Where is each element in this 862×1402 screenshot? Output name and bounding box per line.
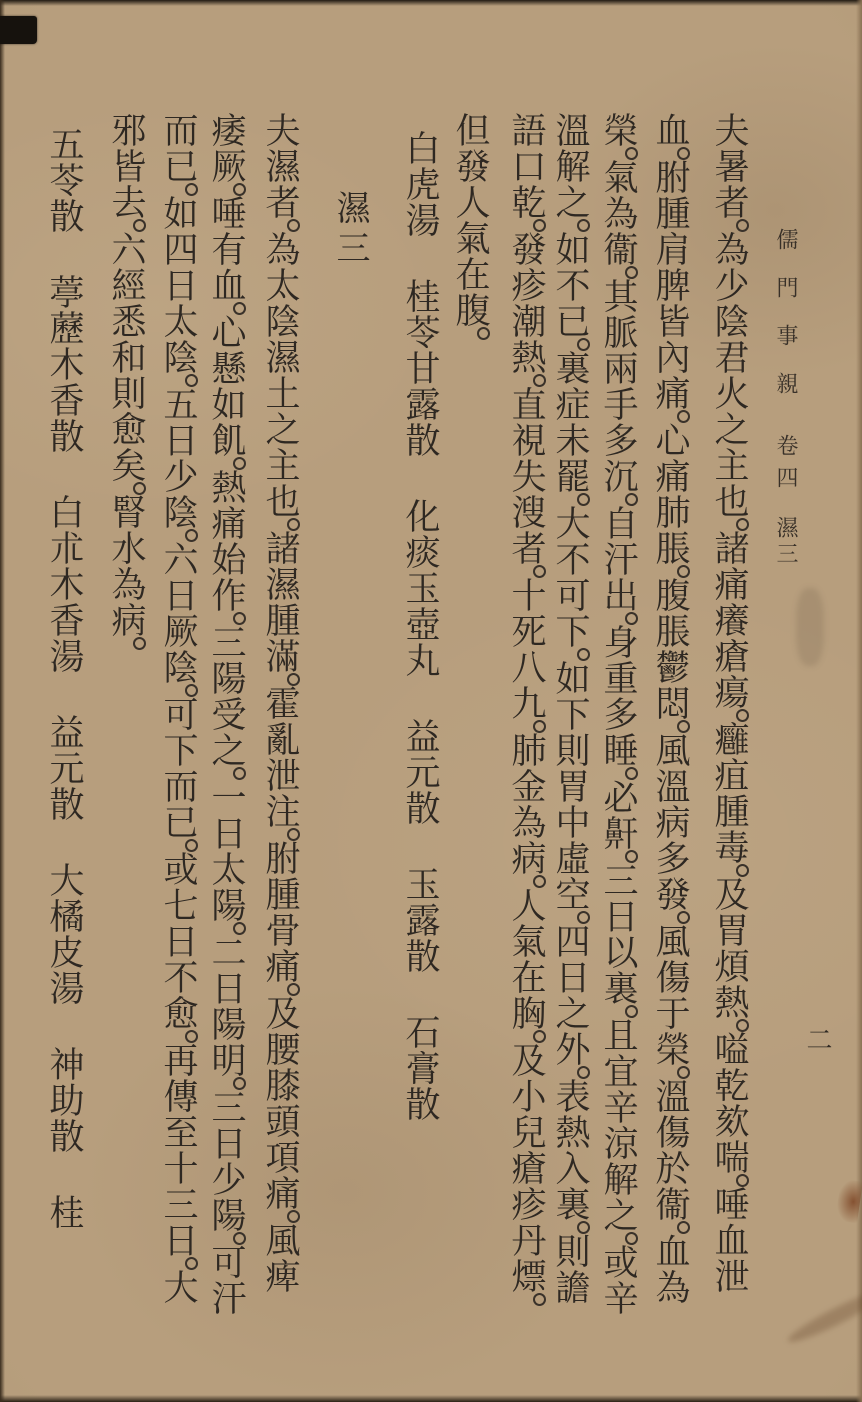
ideographic-period (533, 1030, 546, 1043)
ideographic-period (233, 612, 246, 625)
ideographic-period (736, 864, 749, 877)
ideographic-period (625, 767, 638, 780)
ideographic-period (287, 983, 300, 996)
text-column-shu-5: 語口乾發疹潮熱直視失溲者十死八九肺金為病人氣在胸及小兒瘡疹丹熛 (508, 112, 543, 1305)
prescription-name: 玉露散 (400, 866, 440, 974)
ideographic-period (185, 839, 198, 852)
prescription-name: 石膏散 (400, 1014, 440, 1122)
ideographic-period (185, 183, 198, 196)
ideographic-period (625, 147, 638, 160)
ideographic-period (133, 482, 146, 495)
ink-blot-top-left (0, 16, 37, 44)
ideographic-period (533, 565, 546, 578)
ideographic-period (533, 1293, 546, 1306)
ideographic-period (625, 612, 638, 625)
running-section-label: 濕三 (773, 516, 798, 568)
ideographic-period (577, 219, 590, 232)
ideographic-period (287, 1210, 300, 1223)
ideographic-period (736, 1019, 749, 1032)
ideographic-period (677, 410, 690, 423)
ideographic-period (233, 922, 246, 935)
prescription-name: 白虎湯 (400, 130, 440, 238)
ideographic-period (233, 1077, 246, 1090)
volume-label: 卷四 (773, 434, 798, 498)
book-title: 儒門事親 (773, 228, 798, 420)
prescription-name: 化痰玉壺丸 (400, 498, 440, 678)
ideographic-period (287, 673, 300, 686)
ideographic-period (533, 875, 546, 888)
scan-edge-left (0, 0, 5, 1402)
ideographic-period (577, 911, 590, 924)
text-column-shu-2: 血胕腫肩脾皆內痛心痛肺脹腹脹鬱悶風溫病多發風傷于榮溫傷於衞血為 (650, 112, 690, 1305)
ideographic-period (185, 684, 198, 697)
text-column-shu-4: 溫解之如不已裏症未罷大不可下如下則胃中虛空四日之外表熱入裏則譫 (550, 112, 590, 1305)
ideographic-period (736, 1174, 749, 1187)
ideographic-period (677, 720, 690, 733)
page-number: 二 (802, 1026, 832, 1053)
ideographic-period (233, 183, 246, 196)
prescription-name: 葶藶木香散 (44, 274, 84, 454)
prescription-name: 神助散 (44, 1046, 84, 1154)
prescription-column-shu (400, 130, 440, 1122)
ideographic-period (287, 828, 300, 841)
ideographic-period (287, 219, 300, 232)
ideographic-period (736, 219, 749, 232)
ideographic-period (625, 493, 638, 506)
ideographic-period (736, 518, 749, 531)
ideographic-period (677, 565, 690, 578)
ideographic-period (287, 518, 300, 531)
text-column-shi-1: 夫濕者為太陰濕土之主也諸濕腫滿霍亂泄注胕腫骨痛及腰膝頭項痛風痺 (260, 112, 300, 1294)
ideographic-period (577, 1221, 590, 1234)
ideographic-period (185, 529, 198, 542)
ideographic-period (677, 1066, 690, 1079)
ideographic-period (533, 374, 546, 387)
prescription-name: 桂苓甘露散 (400, 278, 440, 458)
prescription-name: 白朮木香湯 (44, 494, 84, 674)
ideographic-period (736, 709, 749, 722)
ideographic-period (577, 648, 590, 661)
ideographic-period (477, 327, 490, 340)
running-header (774, 228, 796, 568)
prescription-name: 大橘皮湯 (44, 862, 84, 1006)
corner-scratch (784, 1284, 862, 1348)
ideographic-period (625, 850, 638, 863)
ideographic-period (625, 1232, 638, 1245)
ideographic-period (625, 266, 638, 279)
prescription-name: 益元散 (44, 714, 84, 822)
ideographic-period (185, 1257, 198, 1270)
ideographic-period (185, 374, 198, 387)
section-heading-shi: 濕三 (330, 190, 370, 270)
ideographic-period (677, 911, 690, 924)
prescription-column-shi (44, 126, 84, 1230)
text-column-shi-2: 痿厥唾有血心懸如飢熱痛始作三陽受之一日太陽二日陽明三日少陽可汗 (206, 112, 246, 1316)
scan-edge-bottom (0, 1395, 862, 1402)
ideographic-period (577, 338, 590, 351)
ideographic-period (233, 767, 246, 780)
ideographic-period (625, 1005, 638, 1018)
text-column-shi-4: 邪皆去六經悉和則愈矣腎水為病 (108, 112, 143, 649)
ideographic-period (133, 219, 146, 232)
ink-smudge (796, 588, 824, 666)
ideographic-period (133, 637, 146, 650)
prescription-name: 益元散 (400, 718, 440, 826)
ideographic-period (233, 302, 246, 315)
ideographic-period (577, 493, 590, 506)
scan-edge-top (0, 0, 862, 6)
ideographic-period (677, 147, 690, 160)
prescription-name: 五苓散 (44, 126, 84, 234)
text-column-shu-1: 夫暑者為少陰君火之主也諸痛癢瘡瘍癰疽腫毒及胃煩熱嗌乾欬喘唾血泄 (709, 112, 749, 1294)
ideographic-period (233, 1232, 246, 1245)
ideographic-period (233, 457, 246, 470)
prescription-name: 桂 (44, 1194, 84, 1230)
ideographic-period (577, 1066, 590, 1079)
ideographic-period (677, 1221, 690, 1234)
text-column-shi-3: 而已如四日太陰五日少陰六日厥陰可下而已或七日不愈再傳至十三日大 (158, 112, 198, 1305)
ideographic-period (533, 720, 546, 733)
ideographic-period (185, 1030, 198, 1043)
text-column-shu-6: 但發人氣在腹 (452, 112, 487, 339)
text-column-shu-3: 榮氣為衞其脈兩手多沉自汗出身重多睡必鼾三日以裏且宜辛涼解之或辛 (598, 112, 638, 1316)
ideographic-period (533, 219, 546, 232)
